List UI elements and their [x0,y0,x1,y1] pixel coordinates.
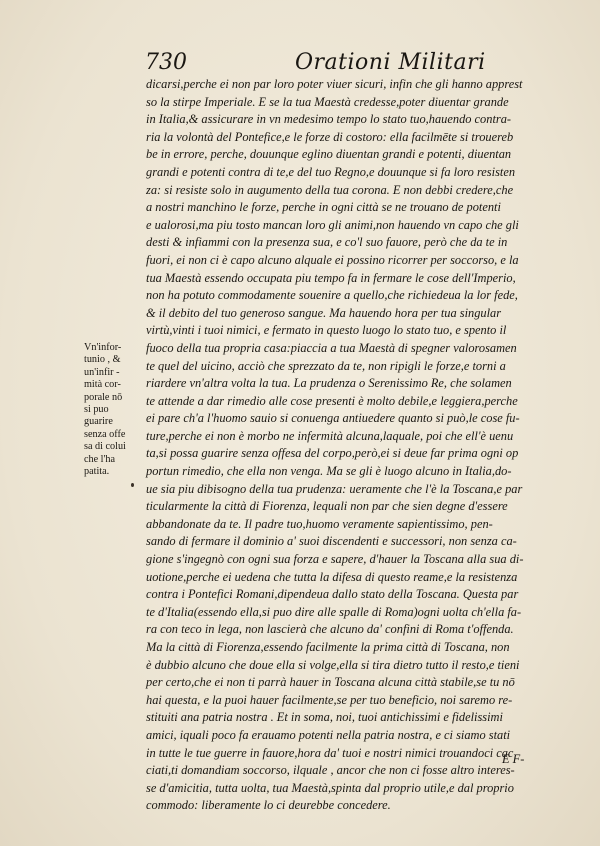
text-line: abbandonate da te. Il padre tuo,huomo veramente sapientissimo, pen- [146,516,493,531]
text-line: desti & infiammi con la presenza sua, e co'l suo fauore, però che da te in [146,235,508,250]
text-line: te attende a dar rimedio alle cose presenti è molto debile,e leggiera,perche [146,393,518,408]
marginal-line: sa di colui [84,441,126,453]
ink-blot [131,483,134,487]
text-line: a nostri manchino le forze, perche in ogni città se ne trouano de potenti [146,200,501,215]
marginal-line: guarire [84,416,113,428]
text-line: sando di fermare il dominio a' suoi discendenti e successori, non senza ca- [146,534,517,549]
text-line: ciati,ti domandiam soccorso, ilquale , ancor che non ci fosse altro interes- [146,763,515,778]
marginal-line: che l'ha [84,453,115,465]
page-number: 730 [145,50,187,75]
text-line: ue sia piu dibisogno della tua prudenza: ueramente che l'è la Toscana,e par [146,481,523,496]
marginal-line: senza offe [84,428,126,440]
marginal-line: Vn'infor- [84,342,122,353]
text-line: & il debito del tuo generoso sangue. Ma hauendo hora per tua singular [146,305,502,320]
text-line: te d'Italia(essendo ella,si puo dire alle spalle di Roma)ogni uolta ch'ella fa- [146,604,522,619]
marginal-line: mità cor- [84,379,121,391]
marginal-line: tunio , & [84,354,121,366]
text-line: gione s'ingegnò con ogni sua forza e sapere, d'hauer la Toscana alla sua di- [146,552,524,567]
text-line: dicarsi,perche ei non par loro poter viuer sicuri, infin che gli hanno apprest [146,77,523,91]
text-line: non ha potuto commodamente souenire a quello,che richiedeua la lor fede, [146,288,518,303]
marginal-line: si puo [84,404,109,416]
text-line: per certo,che ei non ti parrà hauer in Toscana alcuna città stabile,se tu nō [146,675,515,690]
text-line: in tutte le tue guerre in fauore,hora da' tuoi e nostri nimici trouandoci cac [146,745,514,760]
catchword: E F- [502,752,525,766]
text-line: se d'amicitia, tutta uolta, tua Maestà,spinta dal proprio utile,e dal proprio [146,780,514,795]
text-line: ei pare ch'a l'huomo sauio si conuenga antiuedere quanto si può,le cose fu- [146,411,520,426]
marginal-note [84,342,144,478]
text-line: za: si resiste solo in augumento della tua corona. E non debbi credere,che [146,182,514,197]
text-line: portun rimedio, che ella non venga. Ma se gli è luogo alcuno in Italia,do- [146,464,512,479]
text-line: contra i Pontefici Romani,dipendeua dallo stato della Toscana. Questa par [146,587,519,602]
text-line: è dubbio alcuno che doue ella si volge,ella si tira dietro tutto il resto,e tieni [146,657,520,672]
text-line: ria la volontà del Pontefice,e le forze di costoro: ella facilmēte si trouereb [146,129,514,144]
text-line: ticularmente la città di Fiorenza, lequali non par che sien degne d'essere [146,499,508,514]
text-line: te quel del uicino, acciò che sprezzato da te, non ripigli le forze,e torni a [146,358,506,373]
marginal-line: patita. [84,466,110,478]
text-line: Ma la città di Fiorenza,essendo facilmente la prima città di Toscana, non [146,640,510,654]
text-line: hai questa, e la puoi hauer facilmente,se per tuo beneficio, noi saremo re- [146,692,513,707]
text-line: tua Maestà essendo occupata piu tempo fa in fermare le cose dell'Imperio, [146,270,516,285]
marginal-line: porale nō [84,391,123,403]
text-line: commodo: liberamente lo ci deurebbe concedere. [146,798,391,813]
running-title: Orationi Militari [295,50,486,75]
running-head [145,50,565,76]
body-text [146,76,566,815]
text-line: fuoco della tua propria casa:piaccia a tua Maestà di spegner valorosamen [146,340,517,355]
text-line: in Italia,& assicurare in vn medesimo tempo lo stato tuo,hauendo contra- [146,112,512,127]
text-line: e ualorosi,ma piu tosto mancan loro gli animi,non hauendo vn capo che gli [146,217,519,232]
text-line: amici, iquali poco fa erauamo potenti nella patria nostra, e ci siamo stati [146,727,511,742]
text-line: stituiti ana patria nostra . Et in soma, noi, tuoi antichissimi e fidelissimi [146,710,503,725]
text-line: ra con teco in lega, non lascierà che alcuno da' confini di Roma t'offenda. [146,622,514,637]
text-line: so la stirpe Imperiale. E se la tua Maestà credesse,poter diuentar grande [146,94,509,109]
text-line: fuori, ei non ci è capo alcuno alquale ei possino ricorrer per soccorso, e la [146,252,519,267]
text-line: riardere vn'altra volta la tua. La prudenza o Serenissimo Re, che solamen [146,376,512,391]
text-line: ta,si possa guarire senza offesa del corpo,però,ei si deue far prima ogni op [146,446,519,461]
text-line: ture,perche ei non è morbo ne infermità alcuna,laquale, poi che ell'è uenu [146,428,514,443]
text-line: virtù,vinti i tuoi nimici, e fermato in questo luogo lo stato tuo, e spento il [146,323,507,338]
text-line: uotione,perche ei uedena che tutta la difesa di questo reame,e la resistenza [146,569,518,584]
marginal-line: un'infir - [84,366,120,378]
text-line: grandi e potenti contra di te,e del tuo Regno,e douunque si fa loro resisten [146,164,516,179]
text-line: be in errore, perche, douunque eglino diuentan grandi e potenti, diuentan [146,147,512,162]
